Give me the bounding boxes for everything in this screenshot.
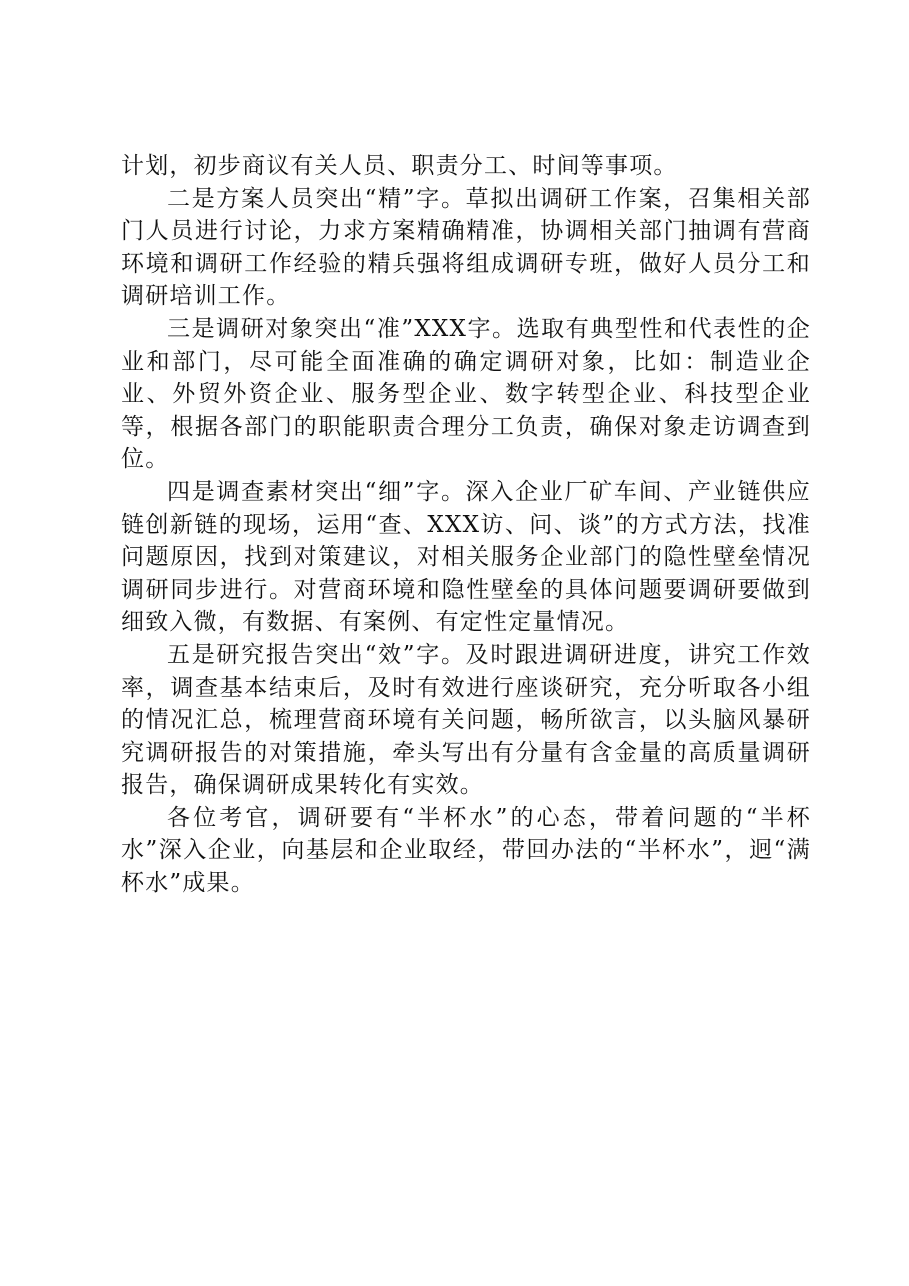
document-body (121, 150, 811, 900)
paragraph-su-cai: 四是调查素材突出“细”字。深入企业厂矿车间、产业链供应链创新链的现场，运用“查、XXX访、问、谈”的方式方法，找准问题原因，找到对策建议，对相关服务企业部门的隐性壁垒情况调研同步进行。对营商环境和隐性壁垒的具体问题要调研要做到细致入微，有数据、有案例、有定性定量情况。 (121, 478, 811, 636)
paragraph-fang-an: 二是方案人员突出“精”字。草拟出调研工作案，召集相关部门人员进行讨论，力求方案精确精准，协调相关部门抽调有营商环境和调研工作经验的精兵强将组成调研专班，做好人员分工和调研培训工作。 (121, 185, 811, 310)
paragraph-continuation: 计划，初步商议有关人员、职责分工、时间等事项。 (121, 153, 678, 179)
paragraph-conclusion: 各位考官，调研要有“半杯水”的心态，带着问题的“半杯水”深入企业，向基层和企业取经，带回办法的“半杯水”，迥“满杯水”成果。 (121, 804, 811, 897)
paragraph-bao-gao: 五是研究报告突出“效”字。及时跟进调研进度，讲究工作效率，调查基本结束后，及时有效进行座谈研究，充分听取各小组的情况汇总，梳理营商环境有关问题，畅所欲言，以头脑风暴研究调研报告的对策措施，牵头写出有分量有含金量的高质量调研报告，确保调研成果转化有实效。 (121, 641, 811, 799)
paragraph-dui-xiang: 三是调研对象突出“准”XXX字。选取有典型性和代表性的企业和部门，尽可能全面准确的确定调研对象，比如：制造业企业、外贸外资企业、服务型企业、数字转型企业、科技型企业等，根据各部门的职能职责合理分工负责，确保对象走访调查到位。 (121, 315, 811, 473)
